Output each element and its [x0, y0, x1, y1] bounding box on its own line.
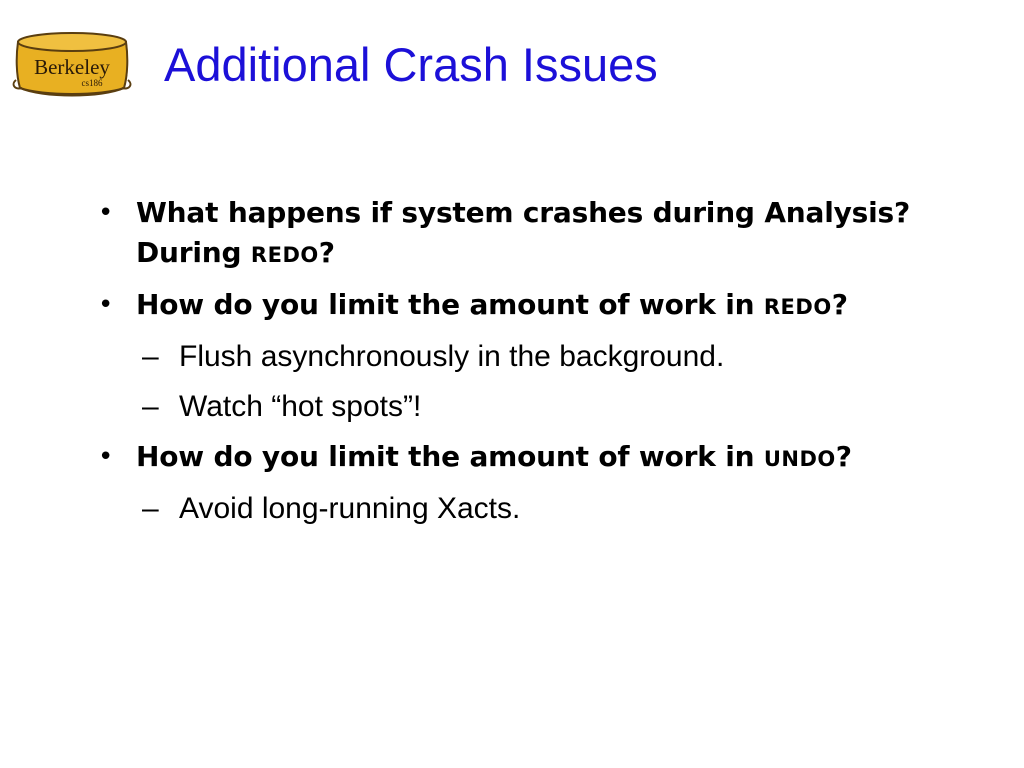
- bullet-list: [96, 193, 976, 539]
- logo-name-text: Berkeley: [34, 55, 110, 79]
- sub-bullet-item: [96, 489, 976, 529]
- bullet-text-end: ?: [835, 440, 852, 473]
- bullet-text: How do you limit the amount of work in: [136, 288, 764, 321]
- smallcaps-keyword: UNDO: [763, 447, 836, 471]
- smallcaps-keyword: REDO: [763, 295, 832, 319]
- bullet-item: [96, 437, 976, 479]
- sub-bullet-text: Avoid long-running Xacts.: [179, 492, 521, 525]
- sub-bullet-text: Flush asynchronously in the background.: [179, 340, 725, 373]
- bullet-text: How do you limit the amount of work in: [136, 440, 764, 473]
- slide-title: Additional Crash Issues: [164, 38, 658, 91]
- bullet-text-end: ?: [831, 288, 848, 321]
- sub-bullet-text: Watch “hot spots”!: [179, 390, 422, 423]
- bullet-item: [96, 285, 976, 327]
- dash-marker: –: [142, 492, 159, 525]
- bullet-text-end: ?: [318, 236, 335, 269]
- smallcaps-keyword: REDO: [250, 243, 319, 267]
- sub-bullet-item: [96, 387, 976, 427]
- bullet-item: [96, 193, 976, 275]
- bullet-marker: •: [98, 198, 114, 228]
- dash-marker: –: [142, 390, 159, 423]
- sub-bullet-item: [96, 337, 976, 377]
- bullet-marker: •: [98, 442, 114, 472]
- dash-marker: –: [142, 340, 159, 373]
- berkeley-logo: [12, 28, 134, 100]
- berkeley-seal-icon: [12, 28, 134, 100]
- bullet-text: What happens if system crashes during Analysis? During: [136, 196, 911, 269]
- logo-course-text: cs186: [81, 78, 103, 88]
- bullet-marker: •: [98, 290, 114, 320]
